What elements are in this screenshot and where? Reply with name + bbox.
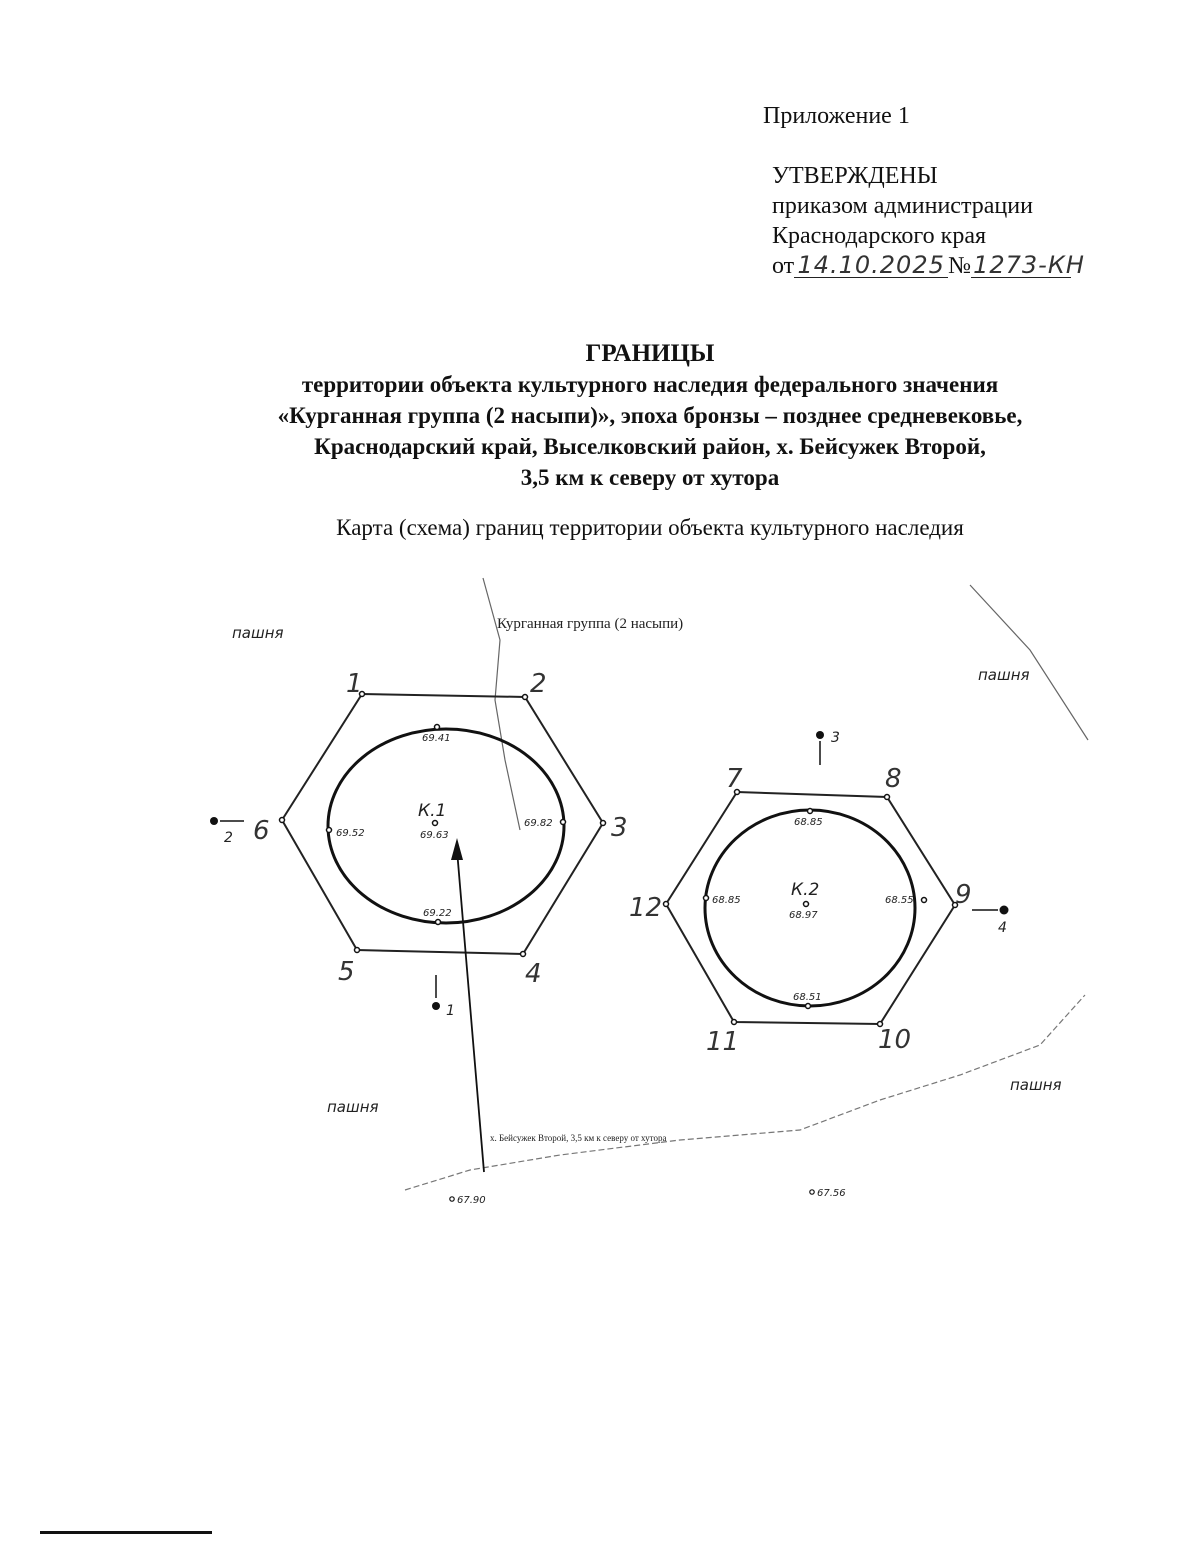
vertex-point	[664, 902, 669, 907]
appendix-label: Приложение 1	[763, 103, 910, 129]
title-line-3: Краснодарский край, Выселковский район, х. Бейсужек Второй,	[314, 434, 986, 459]
spot-height-label: 67.90	[457, 1195, 486, 1206]
elevation-point	[561, 820, 566, 825]
title-line-1: территории объекта культурного наследия федерального значения	[301, 372, 999, 397]
center-point	[804, 902, 809, 907]
elevation-point	[922, 898, 927, 903]
title-line-2: «Курганная группа (2 насыпи)», эпоха бронзы – позднее средневековье,	[277, 403, 1023, 428]
map-caption: Карта (схема) границ территории объекта культурного наследия	[336, 515, 964, 540]
vertex-label-6: 6	[253, 816, 270, 846]
benchmark-4	[972, 906, 1009, 915]
vertex-label-8: 8	[885, 764, 902, 794]
order-line-1: приказом администрации	[772, 193, 1033, 219]
order-line-2: Краснодарского края	[772, 223, 987, 249]
vertex-point	[521, 952, 526, 957]
spot-height-point	[810, 1190, 814, 1194]
vertex-label-4: 4	[525, 959, 542, 989]
number-sign: №	[948, 253, 972, 279]
vertex-point	[732, 1020, 737, 1025]
field-label: пашня	[232, 624, 284, 642]
mound-1-name: К.1	[418, 801, 447, 821]
vertex-label-5: 5	[338, 957, 355, 987]
from-prefix: от	[772, 253, 795, 279]
field-edge-line	[405, 995, 1085, 1190]
approved-heading: УТВЕРЖДЕНЫ	[772, 163, 938, 189]
mound-2-right-elevation: 68.55	[885, 895, 914, 906]
benchmark-label-3: 3	[831, 730, 840, 746]
title-line-4: 3,5 км к северу от хутора	[520, 465, 780, 490]
document-title: ГРАНИЦЫ	[585, 340, 715, 367]
benchmark-label-2: 2	[224, 830, 233, 846]
mound-2-top-elevation: 68.85	[794, 817, 823, 828]
vertex-point	[355, 948, 360, 953]
benchmark-label-1: 1	[446, 1003, 455, 1019]
vertex-point	[885, 795, 890, 800]
mound-1-bottom-elevation: 69.22	[423, 908, 452, 919]
vertex-label-12: 12	[629, 893, 663, 923]
mound-2-left-elevation: 68.85	[712, 895, 741, 906]
object-label: Курганная группа (2 насыпи)	[497, 616, 684, 632]
mound-2-bottom-elevation: 68.51	[793, 992, 822, 1003]
benchmark-3	[816, 731, 824, 765]
elevation-point	[806, 1004, 811, 1009]
vertex-label-3: 3	[611, 813, 628, 843]
vertex-label-9: 9	[955, 880, 972, 910]
vertex-label-1: 1	[346, 669, 363, 699]
location-pointer-arrowhead	[451, 838, 463, 860]
spot-height-point	[450, 1197, 454, 1201]
elevation-point	[327, 828, 332, 833]
elevation-point	[808, 809, 813, 814]
field-label: пашня	[978, 666, 1030, 684]
mound-1-center-elevation: 69.63	[420, 830, 449, 841]
benchmark-1	[432, 975, 440, 1010]
order-number: 1273-КН	[973, 251, 1085, 279]
elevation-point	[436, 920, 441, 925]
vertex-point	[601, 821, 606, 826]
benchmark-label-4: 4	[998, 920, 1007, 936]
center-point	[433, 821, 438, 826]
elevation-point	[704, 896, 709, 901]
mound-1-right-elevation: 69.82	[524, 818, 553, 829]
vertex-label-7: 7	[726, 764, 743, 794]
field-label: пашня	[327, 1098, 379, 1116]
mound-2-center-elevation: 68.97	[789, 910, 818, 921]
road-line	[970, 585, 1088, 740]
vertex-label-11: 11	[706, 1027, 740, 1057]
spot-height-label: 67.56	[817, 1188, 846, 1199]
vertex-point	[280, 818, 285, 823]
footer-separator-line	[40, 1531, 212, 1534]
vertex-label-10: 10	[878, 1025, 912, 1055]
benchmark-2	[210, 817, 244, 825]
field-label: пашня	[1010, 1076, 1062, 1094]
mound-1-top-elevation: 69.41	[422, 733, 451, 744]
vertex-label-2: 2	[530, 669, 547, 699]
mound-2-name: К.2	[791, 880, 820, 900]
vertex-point	[523, 695, 528, 700]
order-date: 14.10.2025	[794, 253, 948, 278]
location-pointer-line	[457, 850, 484, 1172]
elevation-point	[435, 725, 440, 730]
location-label: х. Бейсужек Второй, 3,5 км к северу от хутора	[490, 1133, 667, 1143]
mound-2-outline	[705, 810, 915, 1006]
mound-1-left-elevation: 69.52	[336, 828, 365, 839]
